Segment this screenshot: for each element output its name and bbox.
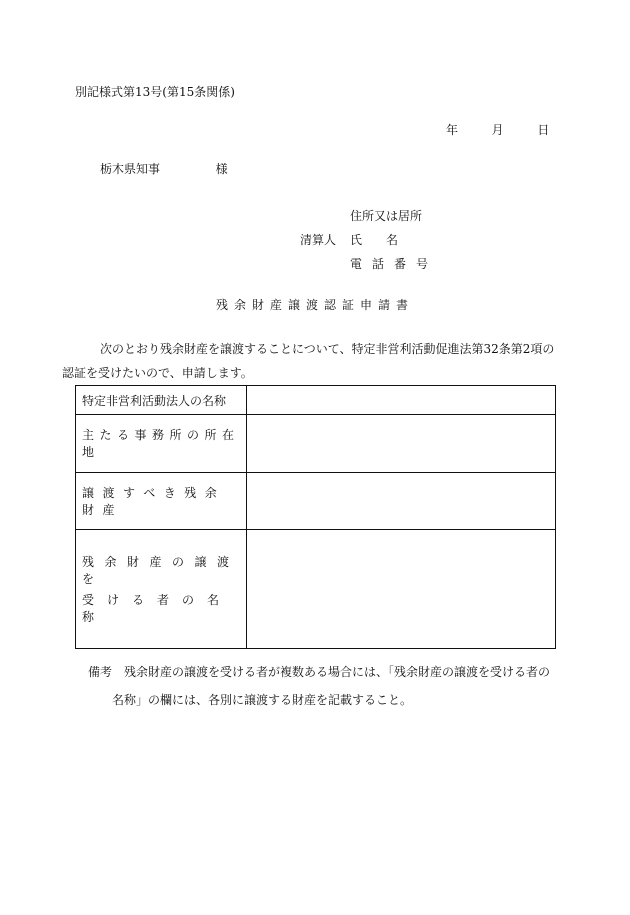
remarks-heading: 備考 <box>88 665 113 679</box>
addressee-honorific: 様 <box>215 162 228 176</box>
name-label-text: 氏 名 <box>350 233 399 247</box>
table-row <box>76 415 556 472</box>
address-label: 住所又は居所 <box>350 209 423 223</box>
applicant-role: 清算人 <box>300 233 337 247</box>
table-row <box>76 472 556 529</box>
label-assets-to-transfer: 譲渡すべき残余財産 <box>82 485 226 517</box>
value-office-location[interactable] <box>247 415 556 472</box>
value-assets-to-transfer[interactable] <box>247 472 556 529</box>
label-office-location: 主たる事務所の所在地 <box>82 428 240 460</box>
phone-label <box>350 256 439 272</box>
table-row <box>76 529 556 648</box>
phone-label-text: 電話番号 <box>350 257 439 271</box>
addressee <box>100 161 228 177</box>
value-corporation-name[interactable] <box>247 386 556 415</box>
date-day: 日 <box>537 123 550 137</box>
name-label <box>350 232 420 248</box>
date-line <box>446 122 549 138</box>
value-recipient-name[interactable] <box>247 529 556 648</box>
intro-text <box>62 337 562 385</box>
intro-line-1: 次のとおり残余財産を譲渡することについて、特定非営利活動促進法第32条第2項の <box>100 342 555 356</box>
date-month: 月 <box>491 123 504 137</box>
intro-line-2: 認証を受けたいので、申請します。 <box>62 366 253 380</box>
form-number: 別記様式第13号(第15条関係) <box>75 85 235 99</box>
row-label <box>76 415 247 472</box>
addressee-name: 栃木県知事 <box>100 162 161 176</box>
document-title: 残余財産譲渡認証申請書 <box>215 298 414 312</box>
remarks-line-1: 残余財産の譲渡を受ける者が複数ある場合には、「残余財産の譲渡を受ける者の <box>124 665 551 679</box>
remarks <box>88 658 568 714</box>
row-label <box>76 386 247 415</box>
applicant-block <box>300 208 440 271</box>
label-corporation-name: 特定非営利活動法人の名称 <box>82 393 227 408</box>
date-year: 年 <box>446 123 459 137</box>
label-recipient-line-2: 受ける者の名称 <box>82 592 233 624</box>
table-row <box>76 386 556 415</box>
remarks-line-2: 名称」の欄には、各別に譲渡する財産を記載すること。 <box>112 693 413 707</box>
label-recipient-line-1: 残余財産の譲渡を <box>82 554 240 586</box>
row-label <box>76 472 247 529</box>
row-label <box>76 529 247 648</box>
application-table <box>75 385 556 649</box>
